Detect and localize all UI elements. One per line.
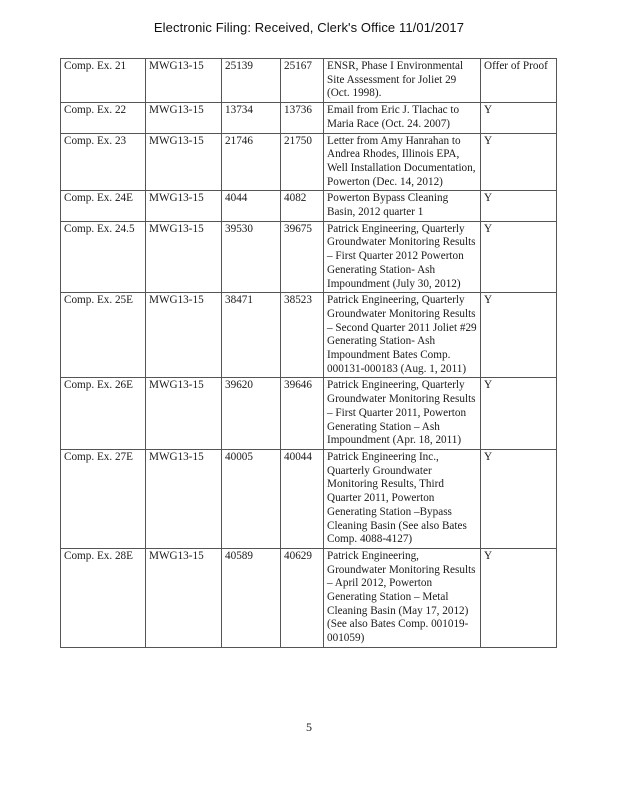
offer-cell: Offer of Proof [481,59,557,103]
case-number-cell: MWG13-15 [146,103,222,133]
case-number-cell: MWG13-15 [146,59,222,103]
offer-cell: Y [481,449,557,548]
filing-stamp: Electronic Filing: Received, Clerk's Office 11/01/2017 [153,20,465,35]
bates-end-cell: 38523 [281,293,324,378]
bates-start-cell: 40589 [222,548,281,647]
offer-cell: Y [481,103,557,133]
bates-end-cell: 40044 [281,449,324,548]
table-row [61,59,557,103]
exhibit-cell: Comp. Ex. 24.5 [61,221,146,293]
offer-cell: Y [481,548,557,647]
offer-cell: Y [481,133,557,191]
case-number-cell: MWG13-15 [146,221,222,293]
table-row [61,103,557,133]
exhibit-cell: Comp. Ex. 21 [61,59,146,103]
bates-end-cell: 39646 [281,378,324,450]
table-row [61,133,557,191]
case-number-cell: MWG13-15 [146,548,222,647]
description-cell: Patrick Engineering, Quarterly Groundwater Monitoring Results – Second Quarter 2011 Joliet #29 Generating Station- Ash Impoundment Bates Comp. 000131-000183 (Aug. 1, 2011) [324,293,481,378]
bates-end-cell: 25167 [281,59,324,103]
description-cell: Patrick Engineering Inc., Quarterly Groundwater Monitoring Results, Third Quarter 2011, Powerton Generating Station –Bypass Cleaning Basin (See also Bates Comp. 4088-4127) [324,449,481,548]
description-cell: Powerton Bypass Cleaning Basin, 2012 quarter 1 [324,191,481,221]
case-number-cell: MWG13-15 [146,378,222,450]
description-cell: Email from Eric J. Tlachac to Maria Race (Oct. 24. 2007) [324,103,481,133]
bates-start-cell: 39620 [222,378,281,450]
bates-end-cell: 21750 [281,133,324,191]
exhibit-cell: Comp. Ex. 27E [61,449,146,548]
offer-cell: Y [481,191,557,221]
bates-start-cell: 4044 [222,191,281,221]
case-number-cell: MWG13-15 [146,449,222,548]
exhibit-cell: Comp. Ex. 23 [61,133,146,191]
table-row [61,378,557,450]
bates-start-cell: 13734 [222,103,281,133]
exhibit-cell: Comp. Ex. 28E [61,548,146,647]
description-cell: Letter from Amy Hanrahan to Andrea Rhodes, Illinois EPA, Well Installation Documentation, Powerton (Dec. 14, 2012) [324,133,481,191]
bates-end-cell: 39675 [281,221,324,293]
bates-end-cell: 13736 [281,103,324,133]
case-number-cell: MWG13-15 [146,191,222,221]
exhibit-cell: Comp. Ex. 26E [61,378,146,450]
bates-start-cell: 25139 [222,59,281,103]
bates-start-cell: 40005 [222,449,281,548]
offer-cell: Y [481,221,557,293]
bates-end-cell: 4082 [281,191,324,221]
description-cell: Patrick Engineering, Quarterly Groundwater Monitoring Results – First Quarter 2012 Powerton Generating Station- Ash Impoundment (July 30, 2012) [324,221,481,293]
exhibit-cell: Comp. Ex. 25E [61,293,146,378]
offer-cell: Y [481,293,557,378]
description-cell: ENSR, Phase I Environmental Site Assessment for Joliet 29 (Oct. 1998). [324,59,481,103]
bates-start-cell: 39530 [222,221,281,293]
bates-end-cell: 40629 [281,548,324,647]
case-number-cell: MWG13-15 [146,133,222,191]
table-row [61,449,557,548]
bates-start-cell: 21746 [222,133,281,191]
table-row [61,293,557,378]
table-row [61,548,557,647]
description-cell: Patrick Engineering, Quarterly Groundwater Monitoring Results – First Quarter 2011, Powerton Generating Station – Ash Impoundment (Apr. 18, 2011) [324,378,481,450]
case-number-cell: MWG13-15 [146,293,222,378]
bates-start-cell: 38471 [222,293,281,378]
table-row [61,191,557,221]
table-row [61,221,557,293]
offer-cell: Y [481,378,557,450]
description-cell: Patrick Engineering, Groundwater Monitoring Results – April 2012, Powerton Generating Station – Metal Cleaning Basin (May 17, 2012) (See also Bates Comp. 001019-001059) [324,548,481,647]
exhibit-table [60,58,557,648]
exhibit-cell: Comp. Ex. 22 [61,103,146,133]
exhibit-cell: Comp. Ex. 24E [61,191,146,221]
page-number: 5 [306,720,312,734]
